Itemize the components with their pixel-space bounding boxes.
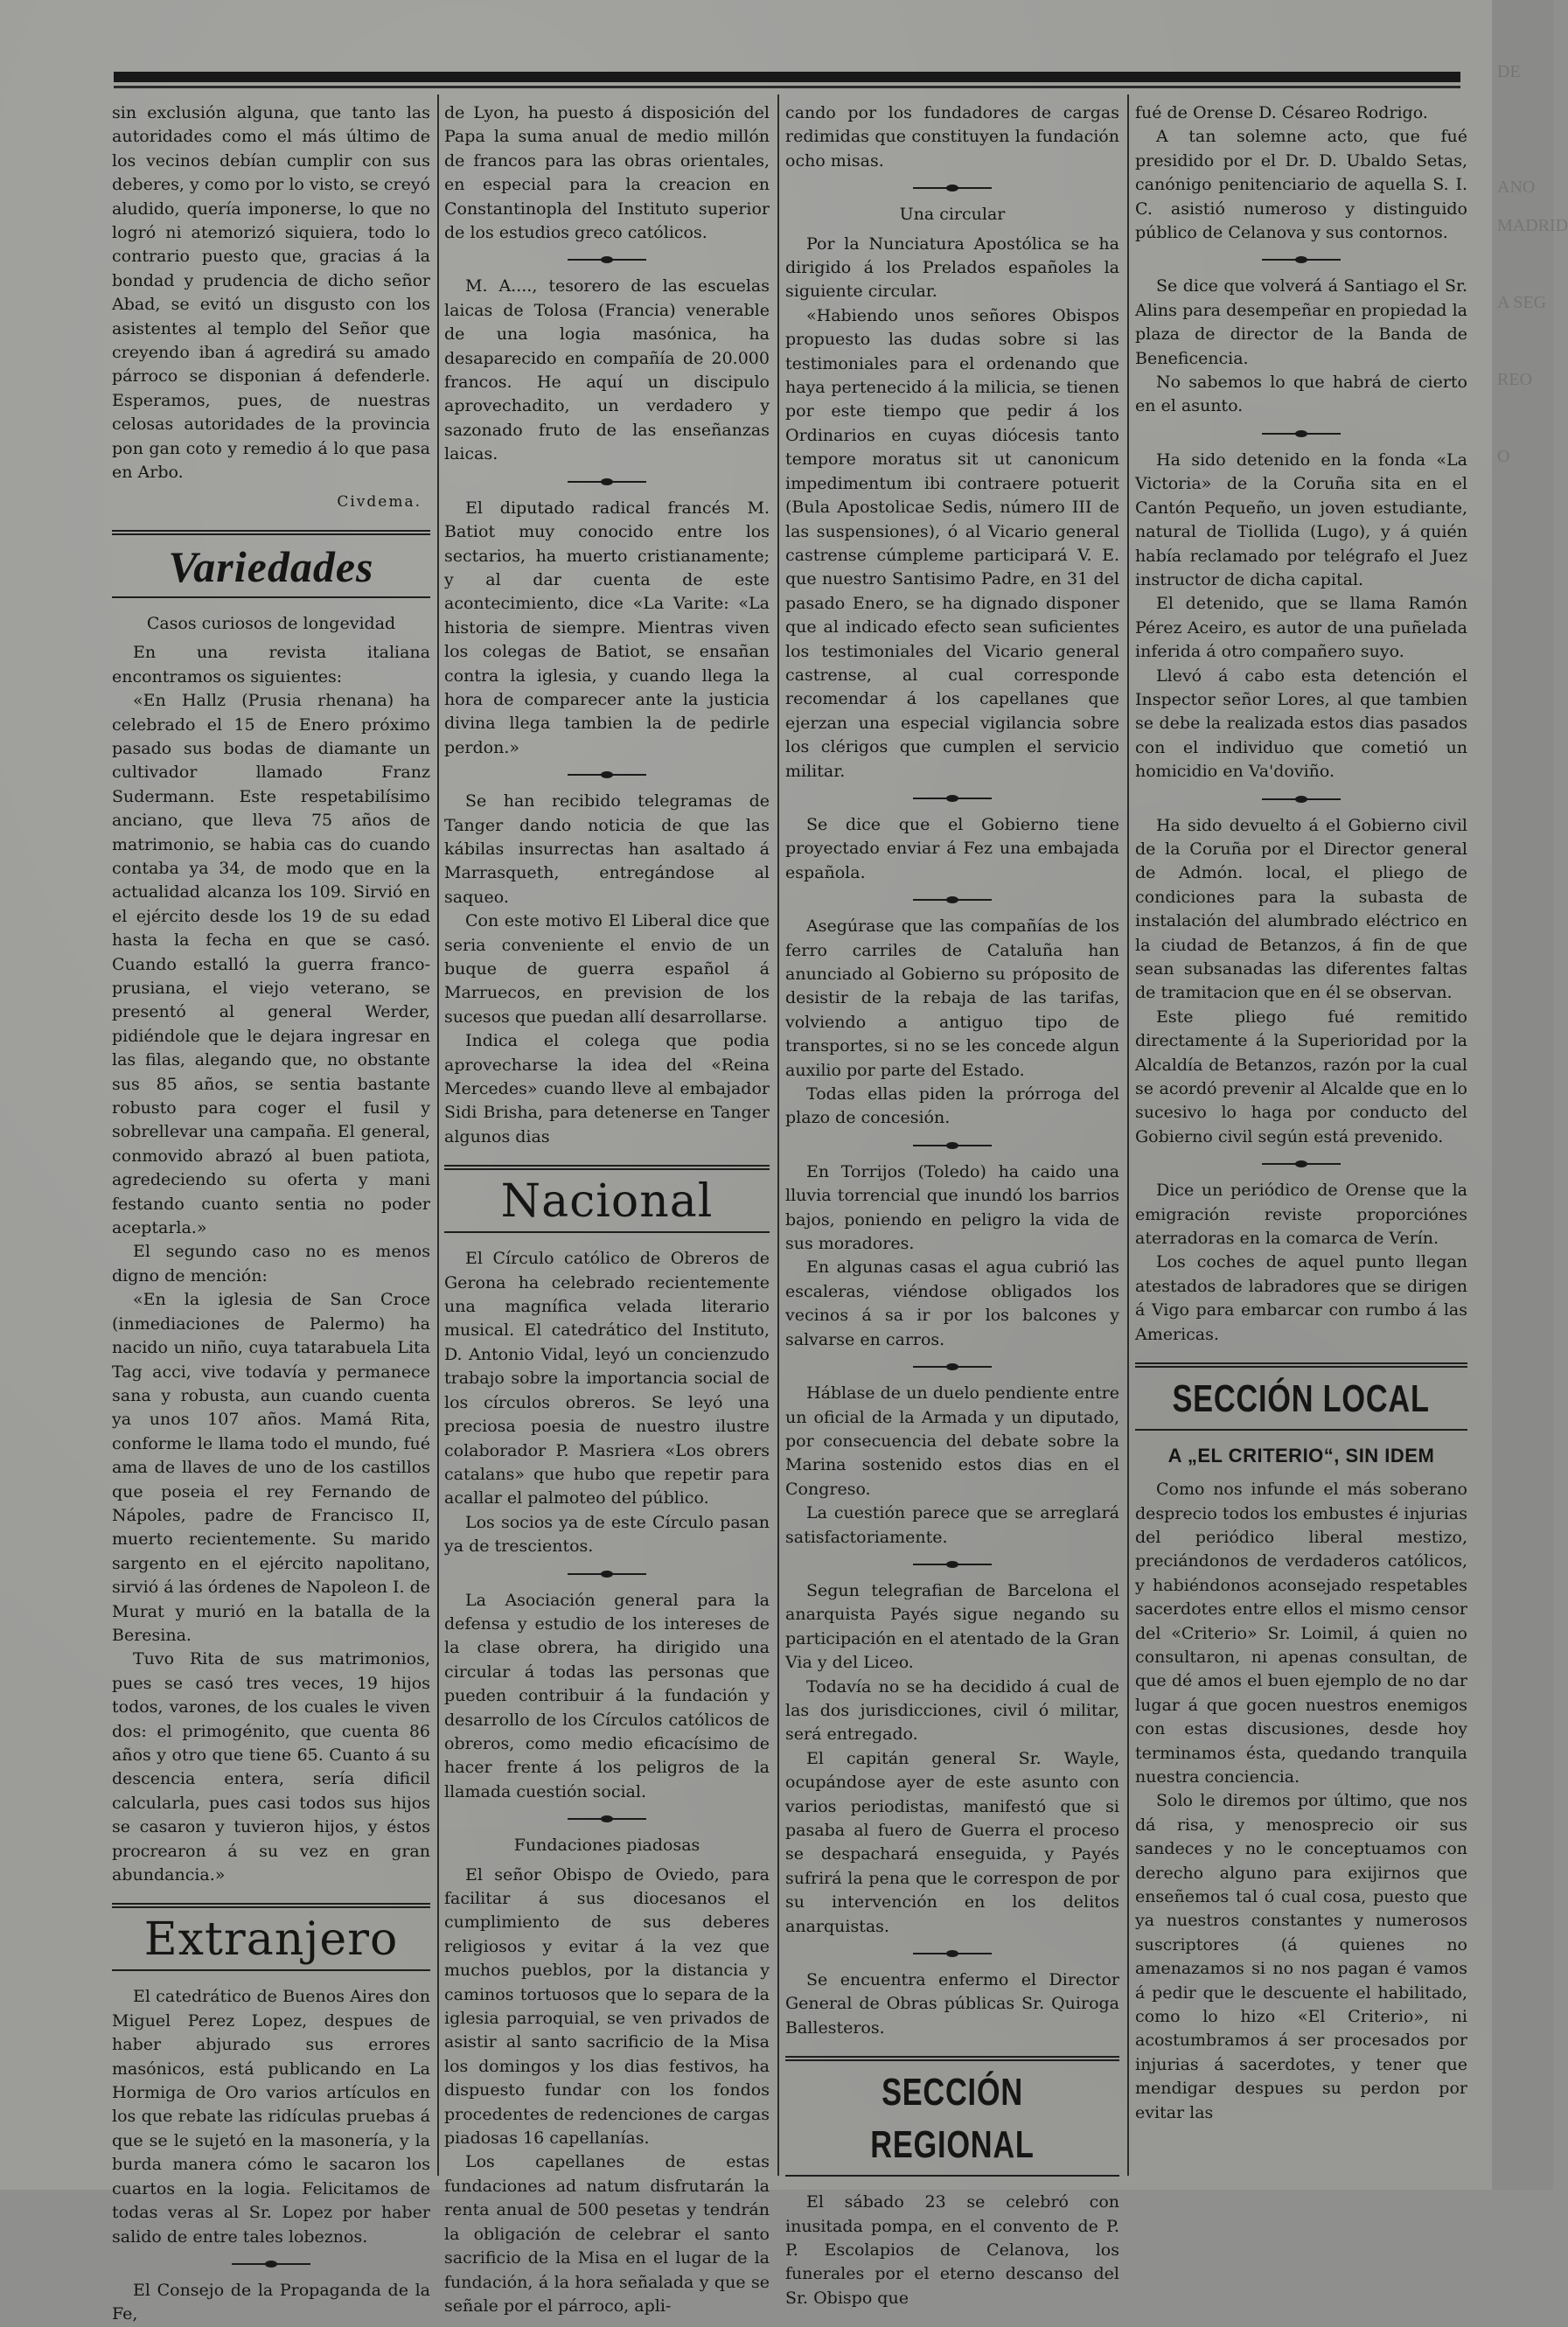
article-paragraph: Segun telegrafian de Barcelona el anarquista Payés sigue negando su participación en el atentado de la Gran Via y del Liceo. bbox=[785, 1580, 1119, 1673]
article-paragraph: Indica el colega que podia aprovecharse la idea del «Reina Mercedes» cuando lleve al embajador Sidi Brisha, para detenerse en Tanger algunos dias bbox=[444, 1031, 770, 1146]
ornament-separator bbox=[568, 770, 646, 779]
article-paragraph: El Círculo católico de Obreros de Gerona ha celebrado recientemente una magnífica velada literario musical. El catedrático del Instituto, D. Antonio Vidal, leyó un concienzudo trabajo sobre la importancia social de los círculos obreros. Se leyó una preciosa poesia de nuestro ilustre colaborador P. Masriera «Los obrers catalans» que hubo que repetir para acallar el palmoteo del público. bbox=[444, 1249, 770, 1508]
ornament-separator bbox=[913, 1560, 992, 1569]
ornament-separator bbox=[1262, 255, 1341, 264]
article-paragraph: Todas ellas piden la prórroga del plazo de concesión. bbox=[785, 1084, 1119, 1128]
article-paragraph: «En Hallz (Prusia rhenana) ha celebrado el 15 de Enero próximo pasado sus bodas de diamante un cultivador llamado Franz Sudermann. Este respetabilísimo anciano, que lleva 75 años de matrimonio, se habia cas do cuando contaba ya 34, de modo que en la actualidad alcanza los 109. Sirvió en el ejército desde los 19 de su edad hasta la fecha en que se casó. Cuando estalló la guerra franco-prusiana, el viejo veterano, se presentó al general Werder, pidiéndole que le dejara ingresar en las filas, alegando que, no obstante sus 85 años, se sentia bastante robusto para coger el fusil y sobrellevar una campaña. El general, conmovido abrazó al buen patiota, agredeciendo su oferta y mani festando cuanto sentia no poder aceptarla.» bbox=[112, 691, 430, 1238]
ornament-separator bbox=[913, 1949, 992, 1958]
article-paragraph: «Habiendo unos señores Obispos propuesto las dudas sobre si las testimoniales para el ordenando que haya pertenecido á la milicia, se tienen por este tiempo que pedir á los Ordinarios en cuyas diócesis tanto tempore moratus sit ut canonicum impedimentum ibi contraere potuerit (Bula Apostolicae Sedis, número III de las suspensiones), ó al Vicario general castrense cúmpleme participará V. E. que nuestro Santisimo Padre, en 31 del pasado Enero, se ha dignado disponer que al indicado efecto sean suficientes los testimoniales del Vicario general castrense, al cual corresponde recomendar á los capellanes que ejerzan una especial vigilancia sobre los clérigos que cumplen el servicio militar. bbox=[785, 305, 1119, 781]
adjacent-page-edge bbox=[1492, 0, 1568, 2190]
article-paragraph: Llevó á cabo esta detención el Inspector señor Lores, al que tambien se debe la realizada estos dias pasados con el individuo que cometió un homicidio en Va'doviño. bbox=[1135, 665, 1467, 782]
article-paragraph: sin exclusión alguna, que tanto las autoridades como el más último de los vecinos debían cumplir con sus deberes, y como por lo visto, se creyó aludido, quería imponerse, lo que no logró ni atemorizó siquiera, todo lo contrario puesto que, gracias á la bondad y prudencia de dicho señor Abad, se evitó un disgusto con los asistentes al templo del Señor que creyendo iban á agredirá su amado párroco se disponian á defenderle. Esperamos, pues, de nuestras celosas autoridades de la provincia pon gan coto y remedio á lo que pasa en Arbo. bbox=[112, 103, 430, 483]
ornament-separator bbox=[913, 895, 992, 904]
ornament-separator bbox=[913, 1141, 992, 1150]
article-paragraph: Los socios ya de este Círculo pasan ya de trescientos. bbox=[444, 1512, 770, 1557]
article-subheading: Fundaciones piadosas bbox=[513, 1836, 700, 1856]
article-subheading: Una circular bbox=[899, 205, 1006, 225]
section-title: SECCIÓN LOCAL bbox=[1172, 1377, 1431, 1421]
article-paragraph: El capitán general Sr. Wayle, ocupándose ayer de este asunto con varios periodistas, manifestó que si pasaba al fuero de Guerra el proceso se despachará enseguida, y Payés sufrirá la pena que le correspon de por su intervención en los delitos anarquistas. bbox=[785, 1748, 1119, 1936]
article-paragraph: Este pliego fué remitido directamente á la Superioridad por la Alcaldía de Betanzos, razón por la cual se acordó prevenir al Alcalde que en lo sucesivo lo haga por conducto del Gobierno civil según está prevenido. bbox=[1135, 1007, 1467, 1146]
column-divider bbox=[777, 94, 779, 2176]
column-2 bbox=[444, 101, 770, 2316]
section-banner-local bbox=[1135, 1362, 1467, 1431]
article-signature: Civdema. bbox=[337, 492, 422, 511]
article-paragraph: Tuvo Rita de sus matrimonios, pues se casó tres veces, 19 hijos todos, varones, de los cuales le viven dos: el primogénito, que cuenta 86 años y otro que tiene 65. Cuanto á su descencia entera, sería dificil calcularla, pues casi todos sus hijos se casaron y tuvieron hijos, y éstos procrearon á su vez en gran abundancia.» bbox=[112, 1649, 430, 1885]
article-paragraph: En algunas casas el agua cubrió las escaleras, viéndose obligados los vecinos á sa ir por los balcones y salvarse en carros. bbox=[785, 1258, 1119, 1349]
ornament-separator bbox=[913, 794, 992, 803]
section-banner-variedades bbox=[112, 530, 430, 598]
article-paragraph: Solo le diremos por último, que nos dá risa, y menosprecio oir sus sandeces y no le conceptuamos con derecho alguno para exijirnos que enseñemos tal ó cual cosa, puesto que ya nuestros constantes y numerosos suscriptores (á quienes no amenazamos si no nos pagan é vamos á pedir que le descuente el habilitado, como lo hizo «El Criterio», ni acostumbramos á ser procesados por injurias á sacerdotes, y tener que mendigar despues su perdon por evitar las bbox=[1135, 1791, 1467, 2122]
column-3 bbox=[785, 101, 1119, 2308]
article-paragraph: La cuestión parece que se arreglará satisfactoriamente. bbox=[785, 1503, 1119, 1547]
article-paragraph: de Lyon, ha puesto á disposición del Papa la suma anual de medio millón de francos para las obras orientales, en especial para la creacion en Constantinopla del Instituto superior de los estudios greco católicos. bbox=[444, 103, 770, 243]
article-paragraph: Los coches de aquel punto llegan atestados de labradores que se dirigen á Vigo para embarcar con rumbo á las Americas. bbox=[1135, 1252, 1467, 1344]
article-paragraph: Se dice que el Gobierno tiene proyectado enviar á Fez una embajada española. bbox=[785, 814, 1119, 882]
section-title: SECCIÓN REGIONAL bbox=[870, 2071, 1035, 2167]
section-banner-extranjero bbox=[112, 1903, 430, 1971]
article-paragraph: fué de Orense D. Césareo Rodrigo. bbox=[1135, 103, 1428, 122]
column-divider bbox=[1127, 94, 1129, 2176]
ornament-separator bbox=[232, 2260, 310, 2268]
article-paragraph: Se encuentra enfermo el Director General de Obras públicas Sr. Quiroga Ballesteros. bbox=[785, 1970, 1119, 2038]
ornament-separator bbox=[1262, 795, 1341, 804]
column-divider bbox=[437, 94, 439, 2176]
article-paragraph: M. A...., tesorero de las escuelas laicas de Tolosa (Francia) venerable de una logia masónica, ha desaparecido en compañía de 20.000 francos. He aquí un discipulo aprovechadito, un verdadero y sazonado fruto de las enseñanzas laicas. bbox=[444, 276, 770, 464]
ornament-separator bbox=[568, 477, 646, 486]
article-paragraph: «En la iglesia de San Croce (inmediaciones de Palermo) ha nacido un niño, cuya tatarabuela Lita Tag acci, vive todavía y permanece sana y robusta, aun cuando cuenta ya unos 107 años. Mamá Rita, conforme le llama todo el mundo, fué ama de llaves de uno de los castillos que poseia el rey Fernando de Nápoles, padre de Francisco II, muerto recientemente. Su marido sargento en el ejército napolitano, sirvió á las órdenes de Napoleon I. de Murat y murió en la batalla de la Beresina. bbox=[112, 1290, 430, 1645]
section-title: Nacional bbox=[500, 1175, 714, 1229]
ornament-separator bbox=[568, 1815, 646, 1823]
article-paragraph: Se dice que volverá á Santiago el Sr. Alins para desempeñar en propiedad la plaza de director de la Banda de Beneficencia. bbox=[1135, 276, 1467, 368]
article-paragraph: El segundo caso no es menos digno de mención: bbox=[112, 1242, 430, 1285]
section-title: Extranjero bbox=[143, 1913, 399, 1967]
article-paragraph: En Torrijos (Toledo) ha caido una lluvia torrencial que inundó los barrios bajos, poniendo en peligro la vida de sus moradores. bbox=[785, 1161, 1119, 1254]
article-paragraph: Con este motivo El Liberal dice que seria conveniente el envio de un buque de guerra español á Marruecos, en prevision de los sucesos que puedan allí desarrollarse. bbox=[444, 911, 770, 1027]
article-paragraph: Se han recibido telegramas de Tanger dando noticia de que las kábilas insurrectas han asaltado á Marrasqueth, entregándose al saqueo. bbox=[444, 791, 770, 907]
ornament-separator bbox=[913, 1362, 992, 1371]
article-paragraph: El detenido, que se llama Ramón Pérez Aceiro, es autor de una puñelada inferida á otro compañero suyo. bbox=[1135, 594, 1467, 662]
article-paragraph: Asegúrase que las compañías de los ferro carriles de Cataluña han anunciado al Gobierno su próposito de desistir de la rebaja de las tarifas, volviendo a antiguo tipo de transportes, si no se les concede algun auxilio por parte del Estado. bbox=[785, 916, 1119, 1080]
article-paragraph: La Asociación general para la defensa y estudio de los intereses de la clase obrera, ha dirigido una circular á todas las personas que pueden contribuir á la fundación y desarrollo de los Círculos católicos de obreros, como medio eficacísimo de hacer frente á los peligros de la llamada cuestión social. bbox=[444, 1590, 770, 1801]
ghost-text: DE ANO MADRID A SEG REO O bbox=[1497, 62, 1568, 466]
section-title: Variedades bbox=[168, 541, 374, 591]
article-paragraph: En una revista italiana encontramos os siguientes: bbox=[112, 643, 430, 686]
ornament-separator bbox=[1262, 1160, 1341, 1168]
article-paragraph: Todavía no se ha decidido á cual de las dos jurisdicciones, civil ó militar, será entregado. bbox=[785, 1676, 1119, 1745]
ornament-separator bbox=[1262, 429, 1341, 438]
header-rule bbox=[114, 72, 1460, 82]
article-paragraph: Ha sido detenido en la fonda «La Victoria» de la Coruña sita en el Cantón Pequeño, un joven estudiante, natural de Tiollida (Lugo), y á quién había reclamado por telégrafo el Juez instructor de dicha capital. bbox=[1135, 449, 1467, 589]
column-1 bbox=[112, 101, 430, 2324]
article-paragraph: El sábado 23 se celebró con inusitada pompa, en el convento de P. P. Escolapios de Celanova, los funerales por el eterno descanso del Sr. Obispo que bbox=[785, 2192, 1119, 2308]
article-paragraph: cando por los fundadores de cargas redimidas que constituyen la fundación ocho misas. bbox=[785, 103, 1119, 171]
article-paragraph: No sabemos lo que habrá de cierto en el asunto. bbox=[1135, 373, 1467, 416]
section-banner-regional bbox=[785, 2056, 1119, 2177]
article-paragraph: Háblase de un duelo pendiente entre un oficial de la Armada y un diputado, por consecuencia del debate sobre la Marina sostenido estos dias en el Congreso. bbox=[785, 1383, 1119, 1499]
ornament-separator bbox=[568, 255, 646, 264]
article-paragraph: Por la Nunciatura Apostólica se ha dirigido á los Prelados españoles la siguiente circular. bbox=[785, 233, 1119, 302]
article-paragraph: Como nos infunde el más soberano desprecio todos los embustes é injurias del periódico liberal mestizo, preciándonos de verdaderos católicos, y habiéndonos aconsejado respetables sacerdotes entre ellos el mismo censor del «Criterio» Sr. Loimil, á quien no consultaron, ni apenas consultan, de que dé amos el buen ejemplo de no dar lugar á que gocen nuestros enemigos con estas discusiones, desde hoy terminamos ésta, quedando tranquila nuestra conciencia. bbox=[1135, 1480, 1467, 1787]
article-paragraph: El diputado radical francés M. Batiot muy conocido entre los sectarios, ha muerto cristianamente; y al dar cuenta de este acontecimiento, dice «La Varite: «La historia de siempre. Mientras viven los colegas de Batiot, se ensañan contra la iglesia, y cuando llega la hora de comparecer ante la justicia divina llega tambien la de pedirle perdon.» bbox=[444, 498, 770, 757]
section-banner-nacional bbox=[444, 1165, 770, 1233]
ornament-separator bbox=[568, 1570, 646, 1578]
ornament-separator bbox=[913, 184, 992, 192]
article-paragraph: Ha sido devuelto á el Gobierno civil de la Coruña por el Director general de Admón. local, el pliego de condiciones para la subasta de instalación del alumbrado eléctrico en la ciudad de Betanzos, á fin de que sean subsanadas las diferentes faltas de tramitacion que en él se observan. bbox=[1135, 815, 1467, 1003]
article-paragraph: Dice un periódico de Orense que la emigración reviste proporciónes aterradoras en la comarca de Verín. bbox=[1135, 1181, 1467, 1249]
article-paragraph: Los capellanes de estas fundaciones ad natum disfrutarán la renta anual de 500 pesetas y tendrán la obligación de celebrar el santo sacrificio de la Misa en el lugar de la fundación, á la hora señalada y que se señale por el párroco, apli- bbox=[444, 2152, 770, 2316]
article-paragraph: El catedrático de Buenos Aires don Miguel Perez Lopez, despues de haber abjurado sus errores masónicos, está publicando en La Hormiga de Oro varios artículos en los que rebate las ridículas pruebas á que se le sujetó en la masonería, y la burda manera cómo le sacaron los cuartos en la logia. Felicitamos de todas veras al Sr. Lopez por haber salido de entre tales lobeznos. bbox=[112, 1987, 430, 2247]
article-paragraph: El señor Obispo de Oviedo, para facilitar á sus diocesanos el cumplimiento de sus deberes religiosos y evitar á la vez que muchos pueblos, por la distancia y caminos tortuosos que lo separa de la iglesia parroquial, se ven privados de asistir al santo sacrificio de la Misa los domingos y los dias festivos, ha dispuesto fundar con los fondos procedentes de redenciones de cargas piadosas 16 capellanías. bbox=[444, 1864, 770, 2149]
article-subheading: A „EL CRITERIO“, SIN IDEM bbox=[1167, 1445, 1435, 1467]
article-subheading: Casos curiosos de longevidad bbox=[146, 613, 396, 633]
article-paragraph: El Consejo de la Propaganda de la Fe, bbox=[112, 2280, 430, 2324]
article-paragraph: A tan solemne acto, que fué presidido por el Dr. D. Ubaldo Setas, canónigo penitenciario de aquella S. I. C. asistió numeroso y distinguido público de Celanova y sus contornos. bbox=[1135, 127, 1467, 243]
column-4 bbox=[1135, 101, 1467, 2174]
